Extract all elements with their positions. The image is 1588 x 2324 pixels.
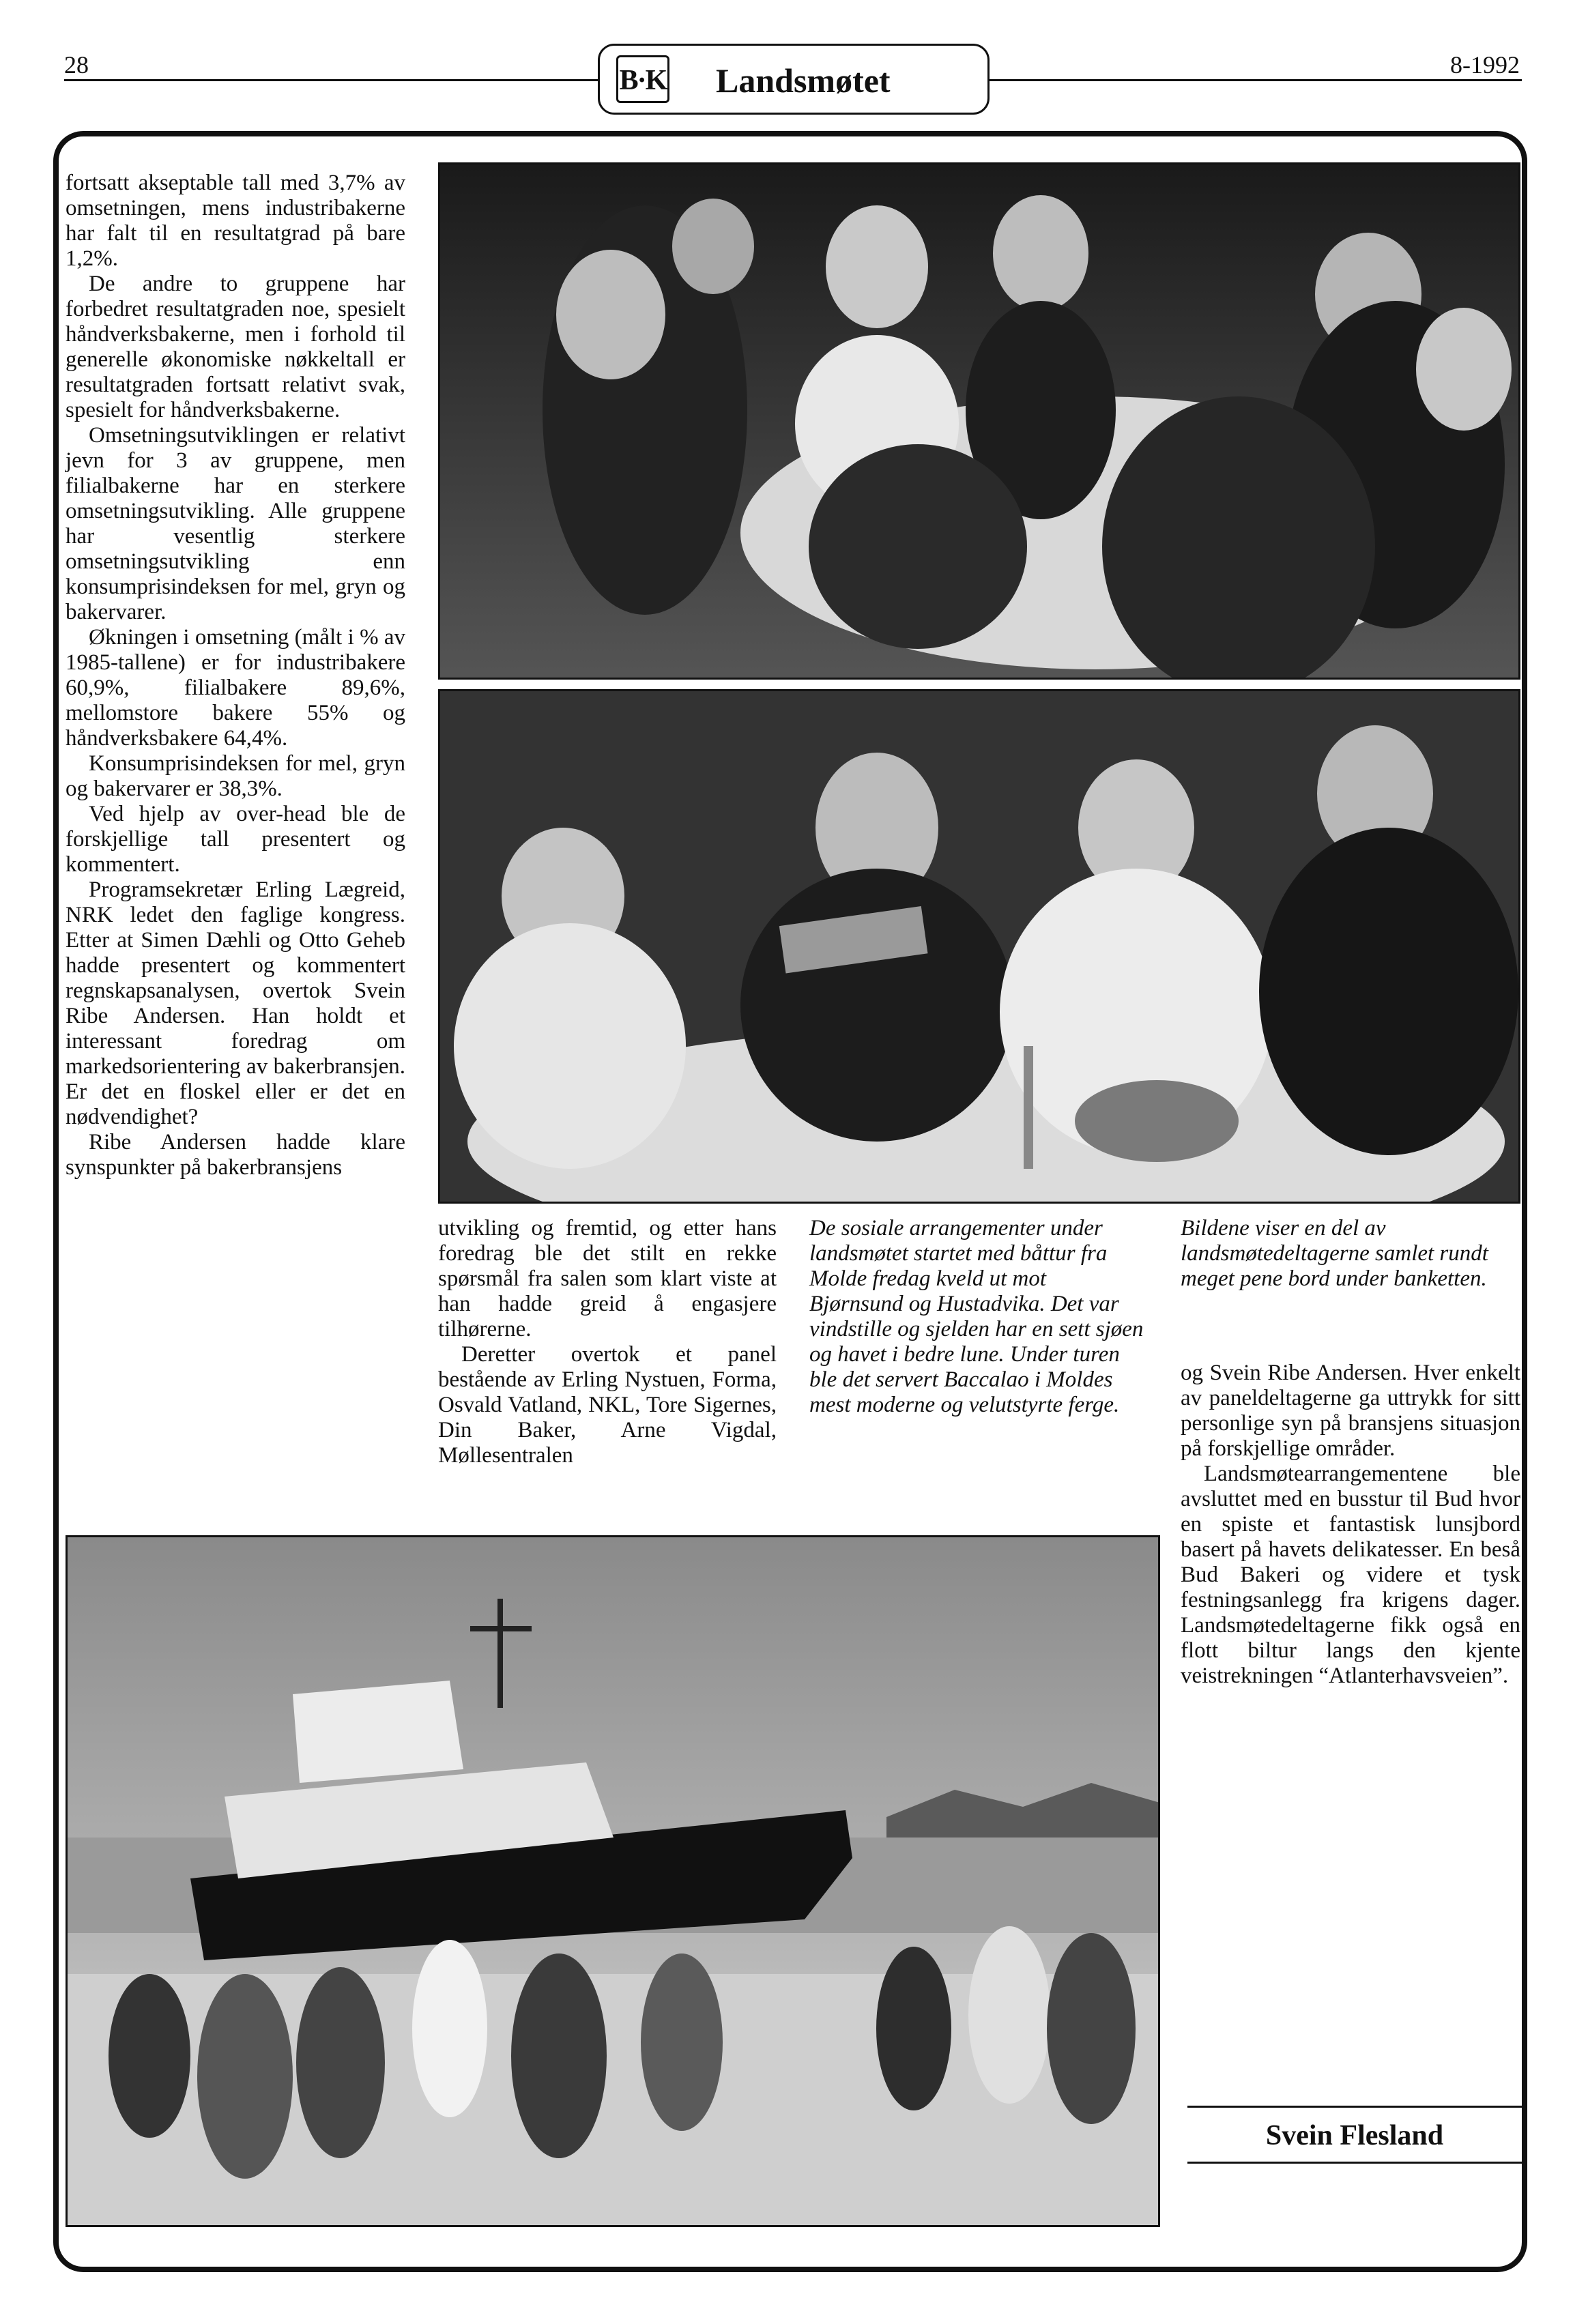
paragraph: Konsumprisindeksen for mel, gryn og bakervarer er 38,3%. [66, 751, 405, 801]
ferry-image [68, 1537, 1160, 2227]
paragraph: Omsetningsutviklingen er relativt jevn for 3 av gruppene, men filialbakerne har en sterkere omsetningsutvikling. Alle gruppene har vesentlig sterkere omsetningsutvikling enn konsumprisindeksen for mel, gryn og bakervarer. [66, 423, 405, 624]
paragraph: Ribe Andersen hadde klare synspunkter på bakerbransjens [66, 1130, 405, 1180]
article-column-1 [66, 171, 405, 1180]
section-title: Landsmøtet [716, 61, 891, 100]
caption-ferry: De sosiale arrangementer under landsmøtet startet med båttur fra Molde fredag kveld ut mot Bjørnsund og Hustadvika. Det var vindstille og sjelden har en sett sjøen og havet i bedre lune. Under turen ble det servert Baccalao i Moldes mest moderne og velutstyrte ferge. [809, 1216, 1144, 1417]
paragraph: Økningen i omsetning (målt i % av 1985-tallene) er for industribakere 60,9%, filialbakere 89,6%, mellomstore bakere 55% og håndverksbakere 64,4%. [66, 625, 405, 751]
paragraph: Programsekretær Erling Lægreid, NRK ledet den faglige kongress. Etter at Simen Dæhli og Otto Geheb hadde presentert og kommentert regnskapsanalysen, overtok Svein Ribe Andersen. Han holdt et interessant foredrag om markedsorientering av bakerbransjen. Er det en floskel eller er det en nødvendighet? [66, 877, 405, 1129]
paragraph: Landsmøtearrangementene ble avsluttet med en busstur til Bud hvor en spiste et fantastisk lunsjbord basert på havets delikatesser. En beså Bud Bakeri og videre et tysk festningsanlegg fra krigens dager. Landsmøtedeltagerne fikk også en flott biltur langs den kjente veistrekningen “Atlanterhavsveien”. [1181, 1462, 1520, 1688]
banquet-top-image [440, 164, 1520, 680]
paragraph: Ved hjelp av over-head ble de forskjellige tall presentert og kommentert. [66, 802, 405, 877]
paragraph: Deretter overtok et panel bestående av Erling Nystuen, Forma, Osvald Vatland, NKL, Tore Sigernes, Din Baker, Arne Vigdal, Møllesentralen [438, 1342, 777, 1468]
caption-banquet: Bildene viser en del av landsmøtedeltagerne samlet rundt meget pene bord under banketten. [1181, 1216, 1488, 1291]
header-rule-left [64, 79, 603, 81]
header-rule-right [988, 79, 1522, 81]
page-number: 28 [64, 51, 89, 78]
paragraph: fortsatt akseptable tall med 3,7% av omsetningen, mens industribakerne har falt til en resultatgrad på bare 1,2%. [66, 171, 405, 271]
article-column-4 [1181, 1361, 1520, 1689]
paragraph: utvikling og fremtid, og etter hans foredrag ble det stilt en rekke spørsmål fra salen som klart viste at han hadde greid å engasjere tilhørerne. [438, 1216, 777, 1341]
paragraph: og Svein Ribe Andersen. Hver enkelt av paneldeltagerne ga uttrykk for sitt personlige syn på bransjens situasjon på forskjellige områder. [1181, 1361, 1520, 1461]
byline-author: Svein Flesland [1265, 2120, 1444, 2151]
paragraph: De andre to gruppene har forbedret resultatgraden noe, spesielt håndverksbakerne, men i forhold til generelle økonomiske nøkkeltall er resultatgraden fortsatt relativt svak, spesielt for håndverksbakerne. [66, 272, 405, 422]
photo-banquet-bottom [438, 689, 1520, 1204]
photo-ferry [66, 1535, 1160, 2227]
article-column-2 [438, 1216, 777, 1468]
byline-rule-top [1187, 2106, 1522, 2108]
photo-banquet-top [438, 162, 1520, 680]
masthead [598, 44, 990, 115]
banquet-bottom-image [440, 691, 1520, 1204]
bk-logo: B·K [616, 55, 669, 103]
issue-number: 8-1992 [1450, 51, 1520, 78]
byline-rule-bottom [1187, 2162, 1522, 2164]
